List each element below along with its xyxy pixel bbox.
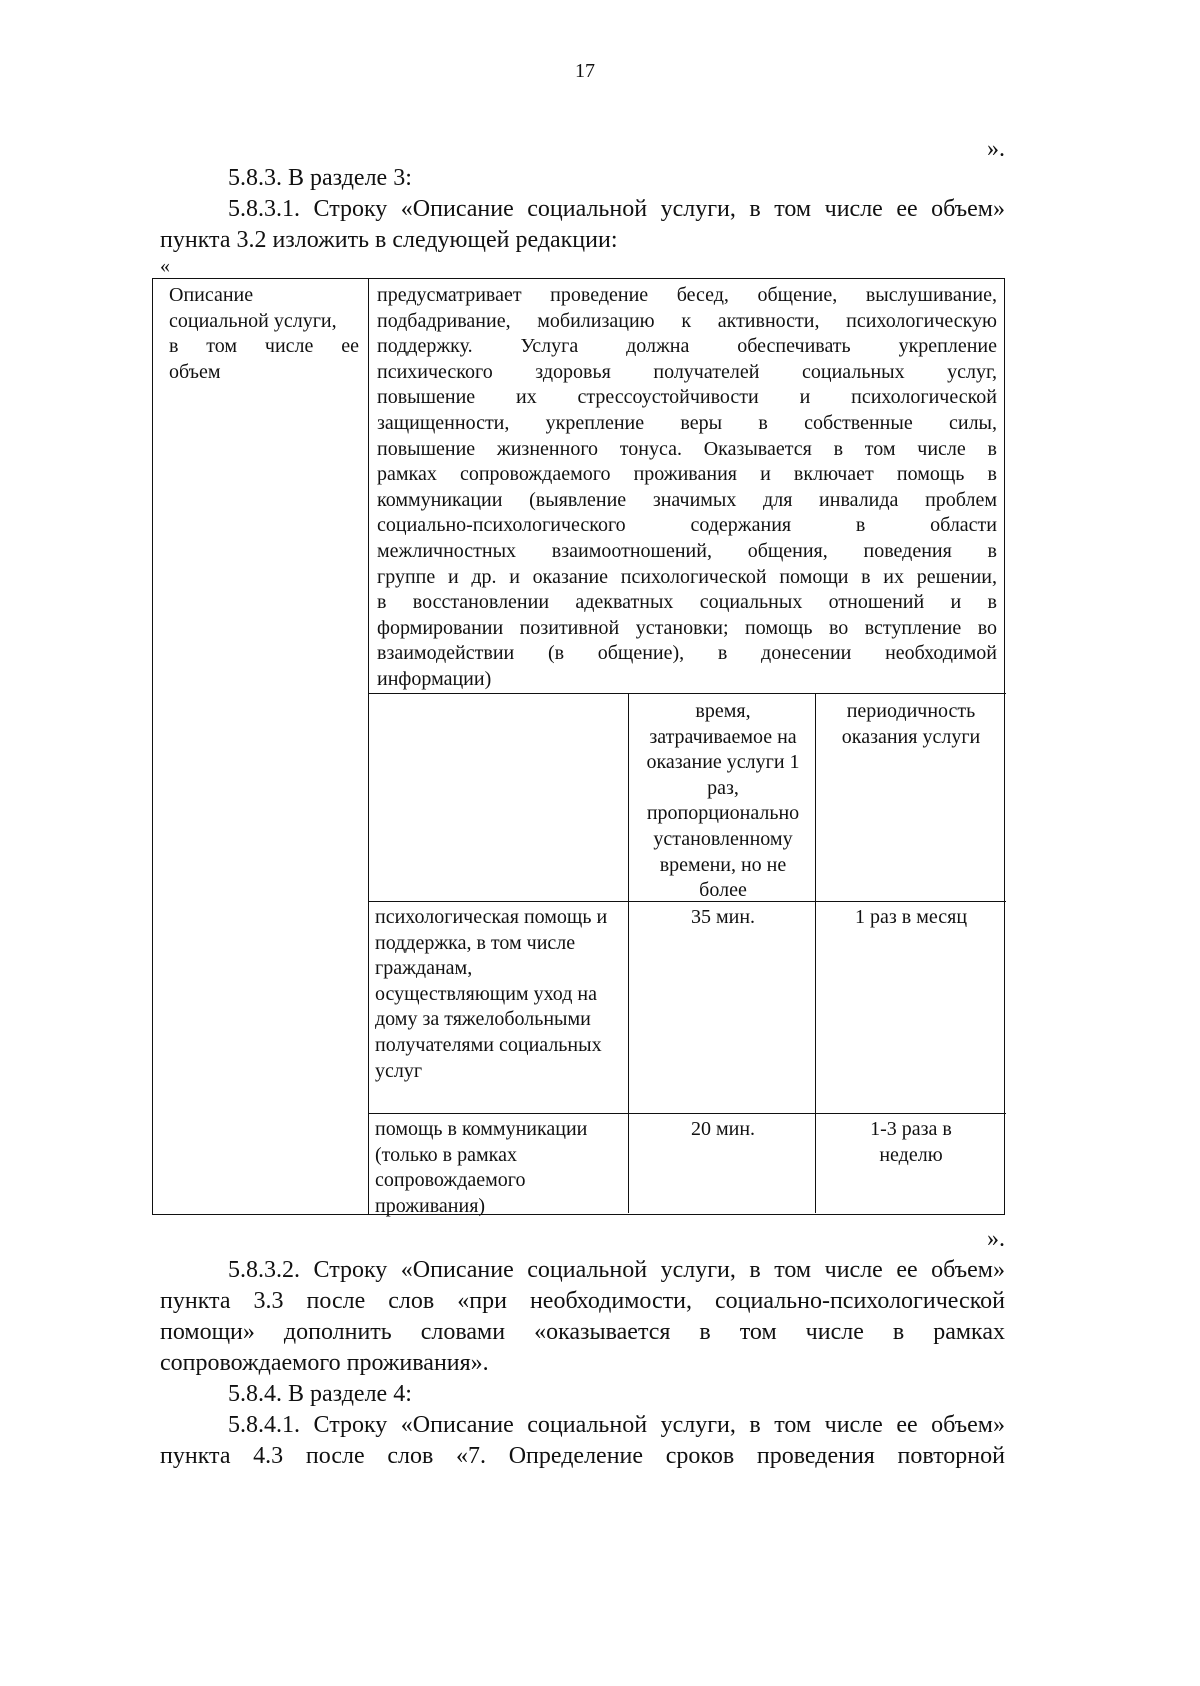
label-line: объем	[169, 360, 221, 383]
amendment-paragraphs	[160, 1224, 1005, 1472]
close-quote: ».	[987, 1226, 1005, 1252]
row-name: психологическая помощь и поддержка, в том числе гражданам, осуществляющим уход на дому за тяжелобольными получателями социальных услуг	[375, 906, 608, 1082]
paragraph-line: пункта 3.2 изложить в следующей редакции:	[160, 227, 618, 253]
row-time: 35 мин.	[690, 906, 756, 928]
label-line: Описание	[169, 284, 254, 306]
label-line: в том числе ее	[169, 335, 359, 358]
header-time: время, затрачиваемое на оказание услуги 1 раз, пропорционально установленному времени, но не более	[646, 700, 800, 902]
service-description	[377, 283, 997, 693]
description-line: информации)	[377, 667, 492, 690]
paragraph-line: пункта 4.3 после слов «7. Определение сроков проведения повторной	[160, 1443, 1005, 1469]
description-line: защищенности, укрепление веры в собственные силы,	[377, 411, 997, 434]
description-line: повышение их стрессоустойчивости и психологической	[377, 386, 997, 409]
row-period: 1-3 раза в неделю	[870, 1118, 952, 1166]
description-line: предусматривает проведение бесед, общение, выслушивание,	[377, 284, 997, 306]
description-line: рамках сопровождаемого проживания и включает помощь в	[377, 463, 997, 486]
description-line: повышение жизненного тонуса. Оказывается в том числе в	[377, 437, 997, 460]
description-line: межличностных взаимоотношений, общения, поведения в	[377, 539, 997, 562]
paragraph-line: сопровождаемого проживания».	[160, 1350, 489, 1376]
page-number: 17	[575, 60, 595, 82]
paragraph-line: помощи» дополнить словами «оказывается в том числе в рамках	[160, 1319, 1005, 1345]
section-heading: 5.8.3. В разделе 3:	[228, 165, 412, 191]
row-name: помощь в коммуникации (только в рамках сопровождаемого проживания)	[375, 1118, 588, 1217]
row-period: 1 раз в месяц	[854, 906, 968, 928]
divider	[368, 1113, 1006, 1114]
label-line: социальной услуги,	[169, 309, 337, 332]
row-time: 20 мин.	[690, 1118, 756, 1140]
description-line: взаимодействии (в общение), в донесении необходимой	[377, 642, 997, 665]
paragraph-line: 5.8.4.1. Строку «Описание социальной услуги, в том числе ее объем»	[228, 1412, 1005, 1438]
row-label	[169, 283, 359, 385]
divider	[368, 279, 369, 1214]
paragraph-line: 5.8.3.1. Строку «Описание социальной услуги, в том числе ее объем»	[228, 196, 1005, 222]
paragraph-line: 5.8.3.2. Строку «Описание социальной услуги, в том числе ее объем»	[228, 1257, 1005, 1283]
description-line: коммуникации (выявление значимых для инвалида проблем	[377, 488, 997, 511]
divider	[628, 693, 629, 1213]
divider	[815, 693, 816, 1213]
close-quote: ».	[987, 136, 1005, 162]
description-line: в восстановлении адекватных социальных отношений и в	[377, 591, 997, 614]
divider	[368, 693, 1006, 694]
paragraph-line: пункта 3.3 после слов «при необходимости, социально-психологической	[160, 1288, 1005, 1314]
description-line: подбадривание, мобилизацию к активности, психологическую	[377, 309, 997, 332]
description-line: группе и др. и оказание психологической помощи в их решении,	[377, 565, 997, 588]
open-quote: «	[160, 255, 170, 277]
description-line: социально-психологического содержания в области	[377, 514, 997, 537]
section-heading: 5.8.4. В разделе 4:	[228, 1381, 412, 1407]
description-line: поддержку. Услуга должна обеспечивать укрепление	[377, 335, 997, 358]
description-line: психического здоровья получателей социальных услуг,	[377, 360, 997, 383]
service-table	[152, 278, 1005, 1215]
intro-paragraph	[160, 163, 1005, 276]
header-period: периодичность оказания услуги	[841, 700, 981, 748]
description-line: формировании позитивной установки; помощь во вступление во	[377, 616, 997, 639]
